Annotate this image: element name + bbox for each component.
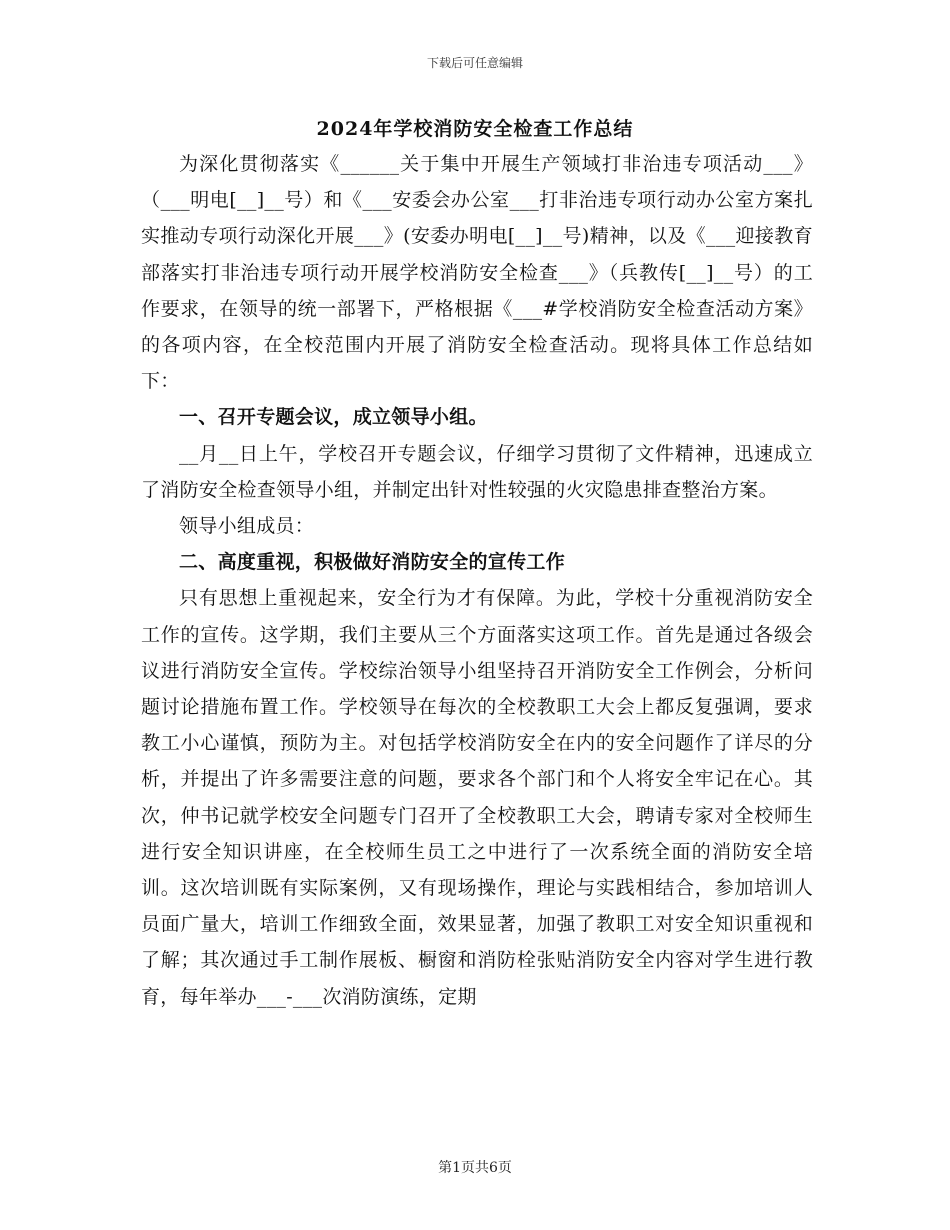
section-heading-1: 一、召开专题会议，成立领导小组。	[179, 406, 488, 429]
section-heading-2: 二、高度重视，积极做好消防安全的宣传工作	[179, 551, 566, 574]
page-header: 下载后可任意编辑	[426, 56, 523, 70]
page-footer: 第1页共6页	[438, 1160, 512, 1176]
publicity-paragraph: 只有思想上重视起来，安全行为才有保障。为此，学校十分重视消防安全工作的宣传。这学期，我们主要从三个方面落实这项工作。首先是通过各级会议进行消防安全宣传。学校综治领导小组坚持召开消防安全工作例会，分析问题讨论措施布置工作。学校领导在每次的全校教职工大会上都反复强调，要求教工小心谨慎，预防为主。对包括学校消防安全在内的安全问题作了详尽的分析，并提出了许多需要注意的问题，要求各个部门和个人将安全牢记在心。其次，仲书记就学校安全问题专门召开了全校教职工大会，聘请专家对全校师生进行安全知识讲座，在全校师生员工之中进行了一次系统全面的消防安全培训。这次培训既有实际案例，又有现场操作，理论与实践相结合，参加培训人员面广量大，培训工作细致全面，效果显著，加强了教职工对安全知识重视和了解；其次通过手工制作展板、橱窗和消防栓张贴消防安全内容对学生进行教育，每年举办___-___次消防演练，定期	[141, 587, 813, 1008]
document-title: 2024年学校消防安全检查工作总结	[316, 118, 634, 140]
members-paragraph: 领导小组成员：	[179, 515, 315, 538]
intro-paragraph: 为深化贯彻落实《______关于集中开展生产领域打非治违专项活动___》（___明电[__]__号）和《___安委会办公室___打非治违专项行动办公室方案扎实推动专项行动深化开展___》(安委办明电[__]__号)精神，以及《___迎接教育部落实打非治违专项行动开展学校消防安全检查___》（兵教传[__]__号）的工作要求，在领导的统一部署下，严格根据《___#学校消防安全检查活动方案》的各项内容，在全校范围内开展了消防安全检查活动。现将具体工作总结如下：	[141, 153, 813, 393]
document-body	[141, 146, 813, 1015]
meeting-paragraph: __月__日上午，学校召开专题会议，仔细学习贯彻了文件精神，迅速成立了消防安全检查领导小组，并制定出针对性较强的火灾隐患排查整治方案。	[141, 442, 813, 501]
